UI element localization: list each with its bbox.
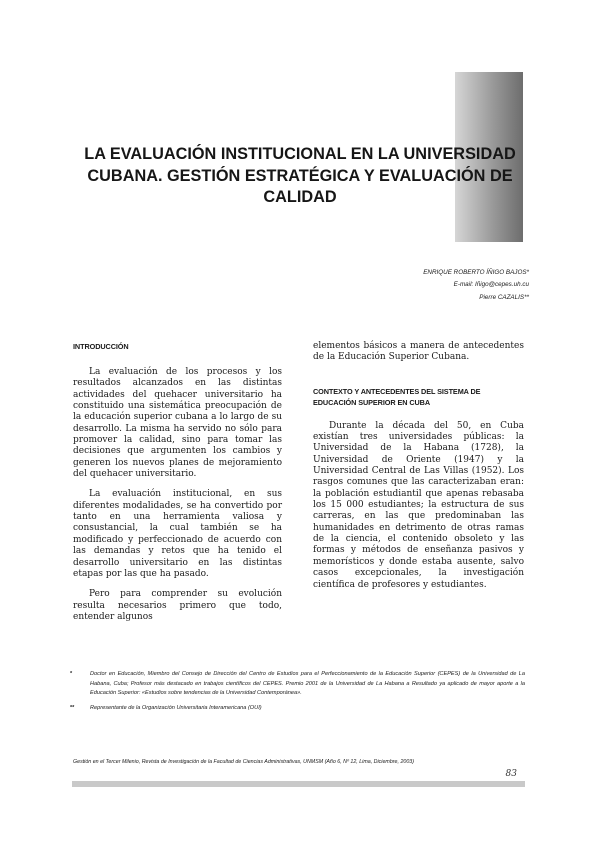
journal-citation: Gestión en el Tercer Milenio, Revista de Investigación de la Facultad de Ciencias Administrativas, UNMSM (Año 6, Nº 12, Lima, Diciembre, 2003) xyxy=(73,759,414,765)
title-line: CUBANA. GESTIÓN ESTRATÉGICA Y EVALUACIÓN DE xyxy=(87,166,513,185)
footnote xyxy=(70,670,525,699)
section-heading-contexto: CONTEXTO Y ANTECEDENTES DEL SISTEMA DE EDUCACIÓN SUPERIOR EN CUBA xyxy=(313,386,481,407)
footnote-text: Representante de la Organización Universitaria Interamericana (OUI) xyxy=(90,704,262,711)
right-column xyxy=(313,341,524,591)
paragraph: Pero para comprender su evolución resulta necesarios primero que todo, entender algunos xyxy=(73,589,282,622)
author-name-2: Pierre CAZALIS** xyxy=(479,293,529,301)
footer-rule xyxy=(72,781,525,787)
section-heading-introduccion: INTRODUCCIÓN xyxy=(73,342,129,351)
author-block xyxy=(423,267,529,304)
paragraph: Durante la década del 50, en Cuba existían tres universidades públicas: la Universidad de la Habana (1728), la Universidad de Oriente (1947) y la Universidad Central de Las Villas (1952). Los rasgos comunes que las caracterizaban eran: la población estudiantil que apenas rebasaba los 15 000 estudiantes; la estructura de sus carreras, en las que predominaban las humanidades en detrimento de otras ramas de la ciencia, el contenido obsoleto y las formas y métodos de enseñanza pasivos y memorísticos y donde estaba ausente, salvo casos excepcionales, la investigación científica de profesores y estudiantes. xyxy=(313,420,524,590)
author-email: E-mail: Iñigo@cepes.uh.cu xyxy=(453,281,529,289)
article-title xyxy=(70,144,530,209)
paragraph: elementos básicos a manera de antecedentes de la Educación Superior Cubana. xyxy=(313,341,524,363)
title-line: LA EVALUACIÓN INSTITUCIONAL EN LA UNIVERSIDAD xyxy=(84,145,516,163)
footnotes xyxy=(70,670,525,713)
author-name-1: ENRIQUE ROBERTO ÍÑIGO BAJOS* xyxy=(423,269,529,276)
page-number: 83 xyxy=(505,769,517,779)
footnote xyxy=(70,704,525,714)
paragraph: La evaluación de los procesos y los resultados alcanzados en las distintas actividades del quehacer universitario ha constituido una sistemática preocupación de la educación superior cubana a lo largo de su desarrollo. La misma ha servido no sólo para promover la calidad, sino para tomar las decisiones que argumenten los cambios y generen los nuevos planes de mejoramiento del quehacer universitario. xyxy=(73,367,282,480)
title-line: CALIDAD xyxy=(263,188,337,206)
footnote-mark: ** xyxy=(70,704,75,711)
paragraph: La evaluación institucional, en sus diferentes modalidades, se ha convertido por tanto en una herramienta valiosa y consustancial, la cual también se ha modificado y perfeccionado de acuerdo con las demandas y retos que ha tenido el desarrollo universitario en las distintas etapas por las que ha pasado. xyxy=(73,489,282,579)
footnote-mark: * xyxy=(70,671,73,677)
left-column xyxy=(73,341,282,623)
footnote-text: Doctor en Educación, Miembro del Consejo de Dirección del Centro de Estudios para el Perfeccionamiento de la Educación Superior (CEPES) de la Universidad de La Habana, Cuba; Profesor más destacado en trabajos científicos del CEPES. Premio 2001 de la Universidad de La Habana a Resultado ya aplicado de mayor aporte a la Educación Superior: «Estudios sobre tendencias de la Universidad Contemporánea». xyxy=(90,671,525,697)
